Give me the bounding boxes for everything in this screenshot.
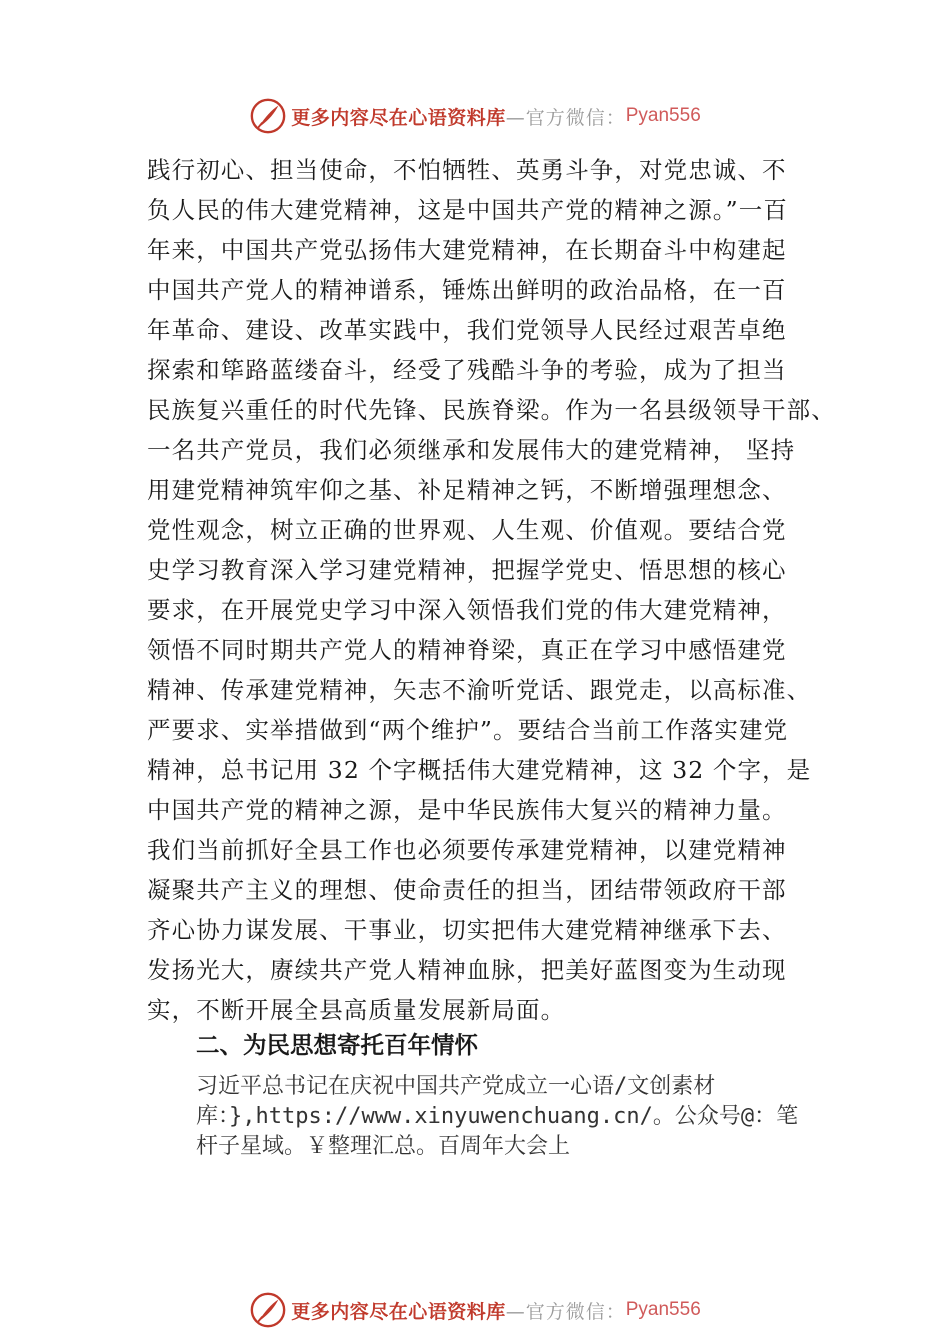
- quill-logo-icon: [249, 97, 287, 135]
- body-line: 探索和筚路蓝缕奋斗，经受了残酷斗争的考验，成为了担当: [147, 356, 787, 384]
- tail-line: 习近平总书记在庆祝中国共产党成立一心语/文创素材: [196, 1074, 716, 1099]
- body-line: 我们当前抓好全县工作也必须要传承建党精神，以建党精神: [147, 836, 787, 864]
- banner-account-text: Pyan556: [625, 105, 701, 126]
- body-line: 齐心协力谋发展、干事业，切实把伟大建党精神继承下去、: [147, 916, 787, 944]
- banner-account-text: Pyan556: [625, 1299, 701, 1320]
- body-line: 用建党精神筑牢仰之基、补足精神之钙，不断增强理想念、: [147, 476, 787, 504]
- tail-line: 杆子星域。￥整理汇总。百周年大会上: [196, 1134, 571, 1159]
- body-line: 负人民的伟大建党精神，这是中国共产党的精神之源。”一百: [147, 196, 788, 224]
- body-line: 中国共产党的精神之源，是中华民族伟大复兴的精神力量。: [147, 796, 787, 824]
- body-line: 要求，在开展党史学习中深入领悟我们党的伟大建党精神，: [147, 596, 787, 624]
- tail-paragraph: [196, 1072, 836, 1162]
- body-line: 领悟不同时期共产党人的精神脊梁，真正在学习中感悟建党: [147, 636, 787, 664]
- body-line: 一名共产党员，我们必须继承和发展伟大的建党精神， 坚持: [147, 436, 796, 464]
- tail-line: 库：},https://www.xinyuwenchuang.cn/。公众号@：笔: [196, 1104, 799, 1129]
- banner-main-text: 更多内容尽在心语资料库: [291, 106, 506, 129]
- document-body: [147, 150, 847, 1030]
- body-line: 践行初心、担当使命，不怕牺牲、英勇斗争，对党忠诚、不: [147, 156, 787, 184]
- banner-dash-text: —官方微信：: [505, 106, 626, 129]
- body-line: 年革命、建设、改革实践中，我们党领导人民经过艰苦卓绝: [147, 316, 787, 344]
- body-line: 年来，中国共产党弘扬伟大建党精神，在长期奋斗中构建起: [147, 236, 787, 264]
- body-line: 发扬光大，赓续共产党人精神血脉，把美好蓝图变为生动现: [147, 956, 787, 984]
- body-line: 史学习教育深入学习建党精神，把握学党史、悟思想的核心: [147, 556, 787, 584]
- body-line: 中国共产党人的精神谱系，锤炼出鲜明的政治品格，在一百: [147, 276, 787, 304]
- quill-logo-icon: [249, 1291, 287, 1329]
- body-line: 严要求、实举措做到“两个维护”。要结合当前工作落实建党: [147, 716, 789, 744]
- body-line: 凝聚共产主义的理想、使命责任的担当，团结带领政府干部: [147, 876, 787, 904]
- header-watermark-banner: [0, 96, 950, 136]
- body-line: 民族复兴重任的时代先锋、民族脊梁。作为一名县级领导干部、: [147, 396, 836, 424]
- body-line: 党性观念，树立正确的世界观、人生观、价值观。要结合党: [147, 516, 787, 544]
- section-heading: 二、为民思想寄托百年情怀: [196, 1031, 478, 1059]
- body-line: 精神、传承建党精神，矢志不渝听党话、跟党走，以高标准、: [147, 676, 812, 704]
- footer-watermark-banner: [0, 1290, 950, 1330]
- banner-main-text: 更多内容尽在心语资料库: [291, 1300, 506, 1323]
- banner-dash-text: —官方微信：: [505, 1300, 626, 1323]
- body-line: 精神，总书记用 32 个字概括伟大建党精神，这 32 个字，是: [147, 756, 812, 784]
- body-line: 实，不断开展全县高质量发展新局面。: [147, 996, 566, 1024]
